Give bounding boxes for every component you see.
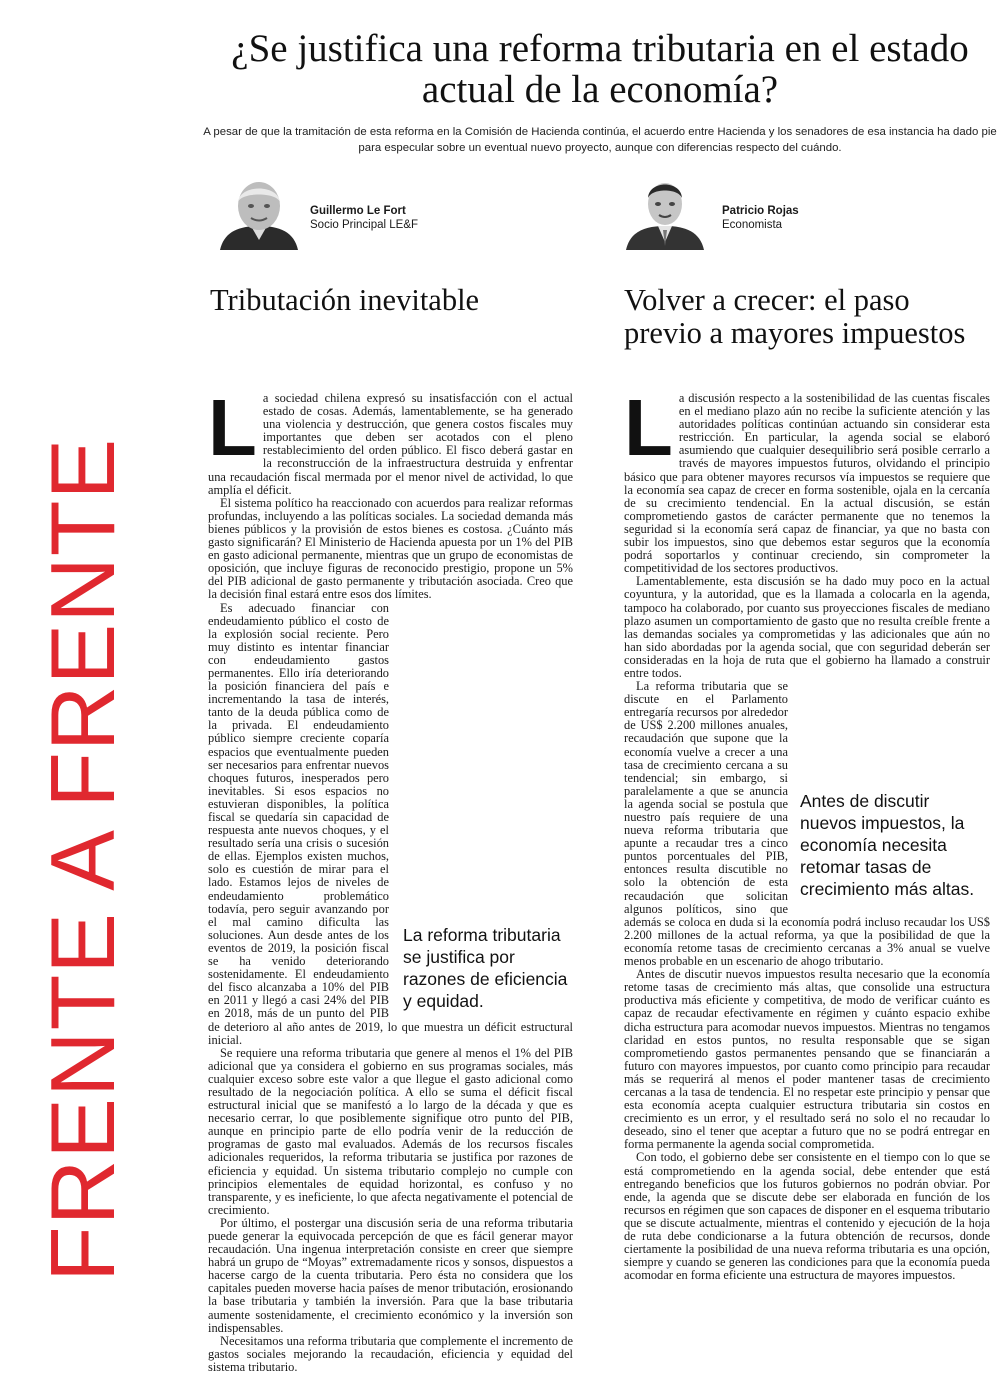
right-paragraph: Antes de discutir nuevos impuestos resulta necesario que la economía retome tasas de crecimiento más altas, que consolide una estructura productiva más eficiente y competitiva, de modo de verificar cuánto es capaz de recaudar efectivamente en régimen y cuánto espacio exhibe dicha estructura para acomodar nuevos impuestos. Mientras no tengamos claridad en estos puntos, no resulta responsable que se sigan comprometiendo gastos permanentes pensando que se financiarán a futuro con mayores impuestos, por cuanto como principio para recaudar más se requerirá al menos el poder mantener tasas de crecimiento cercanas a la tasa de tendencia. El no respetar este principio y pensar que esta economía acepta cualquier estructura tributaria sin costos en crecimiento es un error, y el resultado será no solo el no recaudar lo deseado, sino el tener que aceptar a futuro que no se podrá entregar en forma permanente la agenda social comprometida. [624, 967, 990, 1152]
left-author-name: Guillermo Le Fort [310, 205, 406, 217]
right-column-title: Volver a crecer: el paso previo a mayores impuestos [624, 283, 966, 350]
left-paragraph: Por último, el postergar una discusión seria de una reforma tributaria puede generar la equivocada percepción de que es fácil generar mayor recaudación. Una ingenua interpretación consiste en creer que siempre habrá un grupo de “Moyas” extremadamente ricos y sonsos, dispuestos a hacerse cargo de la cuenta tributaria. Pero ésta no considera que los capitales pueden moverse hacia países de menor tributación, erosionando la base tributaria y también la inversión. Para que la base tributaria aumente sostenidamente, el crecimiento económico y la inversión son indispensables. [208, 1215, 573, 1335]
dek: A pesar de que la tramitación de esta reforma en la Comisión de Hacienda continúa, el acuerdo entre Hacienda y los senadores de esa instancia ha dado pie para especular sobre un eventual nuevo proyecto, aunque con diferencias respecto del cuándo. [203, 126, 997, 154]
left-dropcap: L [208, 383, 257, 472]
headline: ¿Se justifica una reforma tributaria en el estado actual de la economía? [231, 27, 969, 111]
section-label: FRENTE A FRENTE [33, 437, 134, 1282]
left-paragraph: a sociedad chilena expresó su insatisfacción con el actual estado de cosas. Además, lamentablemente, se ha generado una violencia y destrucción, que genera costos fiscales muy importantes que deben ser acotados con el pleno restablecimiento del orden público. El fisco deberá gastar en la reconstrucción de la infraestructura destruida y enfrentar una recaudación fiscal mermada por el menor nivel de actividad, lo que amplía el déficit. [208, 391, 573, 497]
right-paragraph: a discusión respecto a la sostenibilidad de las cuentas fiscales en el mediano plazo aún no recibe la suficiente atención y las autoridades políticas continúan actuando sin considerar esta restricción. En particular, la agenda social se elaboró asumiendo que cualquier desequilibrio será posible cerrarlo a través de mayores impuestos futuros, olvidando el principio básico que para obtener mayores recursos vía impuestos se requiere que la economía sea capaz de crecer en forma sostenible, ojala en la cercanía de su crecimiento tendencial. En la actual discusión, se están comprometiendo gastos de carácter permanente que no tenemos la seguridad si la economía será capaz de financiar, ya que no basta con subir los impuestos, sino que debemos estar seguros que la economía podrá soportarlos y continuar creciendo, sin comprometer la competitividad de los sectores productivos. [624, 391, 990, 576]
left-pullquote: La reforma tributaria se justifica por razones de eficiencia y equidad. [403, 924, 568, 1011]
left-column-body [208, 383, 573, 1374]
left-paragraph: Se requiere una reforma tributaria que genere al menos el 1% del PIB adicional que ya considera el gobierno en sus programas sociales, más cualquier exceso sobre este valor a que llegue el gasto adicional como resultado de la negociación política. A ello se suma el déficit fiscal estructural inicial que se manifestó a lo largo de la década y que es necesario cerrar, lo que posiblemente signifique otro punto del PIB, aunque en principio parte de ello podría venir de la reducción de programas de gasto mal evaluados. Además de los recursos fiscales adicionales requeridos, la reforma tributaria se justifica por razones de eficiencia y equidad. Un sistema tributario complejo no cumple con principios elementales de equidad horizontal, es confuso y no transparente, y es ineficiente, lo que afecta negativamente el potencial de crecimiento. [208, 1045, 573, 1217]
right-paragraph: La reforma tributaria que se discute en el Parlamento entregaría recursos por alrededor de US$ 2.200 millones anuales, recaudación que supone que la economía vuelve a crecer a una tasa de crecimiento cercana a su tendencial; sin embargo, si paralelamente a que se anuncia la agenda social se postula que nuestro país requiere de una nueva reforma tributaria que apunte a recaudar tres a cinco puntos porcentuales del PIB, entonces resulta discutible no solo la obtención de esta recaudación que solicitan algunos políticos, sino que además se coloca en duda si la economía podrá incluso recaudar los US$ 2.200 millones de la actual reforma, ya que la posibilidad de que la economía retome tasas de crecimiento cercanas a 3% anual se vuelve menos probable en un escenario de ahogo tributario. [624, 679, 990, 969]
right-author-name: Patricio Rojas [722, 205, 799, 217]
right-paragraph: Lamentablemente, esta discusión se ha dado muy poco en la actual coyuntura, y la autoridad, que es la llamada a colocarla en la agenda, tampoco ha colaborado, por cuanto sus proyecciones fiscales de mediano plazo asumen un comportamiento de gasto que no resulta creíble frente a las demandas sociales ya comprometidas y las adicionales que aún no han sido abordadas por la agenda social, que con seguridad deberán ser consideradas en la hoja de ruta que el gobierno ha llamado a construir entre todos. [624, 574, 990, 680]
left-paragraph: Es adecuado financiar con endeudamiento público el costo de la explosión social reciente. Pero muy distinto es intentar financiar con endeudamiento gastos permanentes. Ello iría deteriorando la posición financiera del país e incrementando la tasa de interés, tanto de la deuda pública como de la privada. El endeudamiento público siempre creciente coparía espacios que eventualmente pueden ser necesarios para enfrentar nuevos choques futuros, inesperados pero inevitables. Si esos espacios no estuvieran disponibles, la política fiscal se quedaría sin capacidad de respuesta ante nuevos choques, y el resultado sería una crisis o sucesión de ellas. Ejemplos existen muchos, solo es cuestión de mirar para el lado. Estamos lejos de niveles de endeudamiento problemático todavía, pero seguir avanzando por el mal camino dificulta las soluciones. Aun desde antes de los eventos de 2019, la posición fiscal se ha venido deteriorando sostenidamente. El endeudamiento del fisco alcanzaba a 10% del PIB en 2011 y llegó a casi 24% del PIB en 2018, más de un punto del PIB de deterioro al año antes de 2019, lo que muestra un déficit estructural inicial. [208, 600, 573, 1047]
right-pullquote: Antes de discutir nuevos impuestos, la economía necesita retomar tasas de crecimiento más altas. [800, 791, 975, 900]
left-paragraph: Necesitamos una reforma tributaria que complemente el incremento de gastos sociales mejorando la recaudación, eficiencia y equidad del sistema tributario. [208, 1333, 573, 1374]
left-column-title: Tributación inevitable [210, 283, 480, 317]
right-author-portrait [624, 176, 706, 250]
right-author-role: Economista [722, 219, 783, 231]
right-byline [722, 204, 799, 232]
left-author-portrait [218, 176, 300, 250]
right-column-body [624, 383, 990, 1283]
left-author-role: Socio Principal LE&F [310, 219, 419, 231]
right-paragraph: Con todo, el gobierno debe ser consistente en el tiempo con lo que se está comprometiendo en la agenda social, debe entender que está entregando beneficios que los futuros gobiernos no podrán obviar. Por ende, la agenda que se discute debe ser elaborada en función de los recursos en régimen que son capaces de disponer en el esquema tributario que se discute actualmente, mientras el contenido y ejecución de la hoja de ruta debe condicionarse a la futura obtención de recursos, donde ciertamente la posibilidad de una nueva reforma tributaria es una opción, siempre y cuando se generen las condiciones para que la economía pueda acomodar en forma eficiente una estructura de mayores impuestos. [624, 1150, 990, 1283]
left-byline [310, 204, 418, 232]
left-paragraph: El sistema político ha reaccionado con acuerdos para realizar reformas profundas, incluyendo a las políticas sociales. La sociedad demanda más bienes públicos y la provisión de estos bienes es costosa. ¿Cuánto más gasto significarán? El Ministerio de Hacienda apuesta por un 1% del PIB en gasto adicional permanente, mientras que un grupo de economistas de oposición, que incluye figuras de reconocido prestigio, propone un 5% del PIB adicional de gasto permanente y tributación asociada. Creo que la decisión final estará entre esos dos límites. [208, 495, 573, 602]
right-dropcap: L [624, 383, 673, 472]
